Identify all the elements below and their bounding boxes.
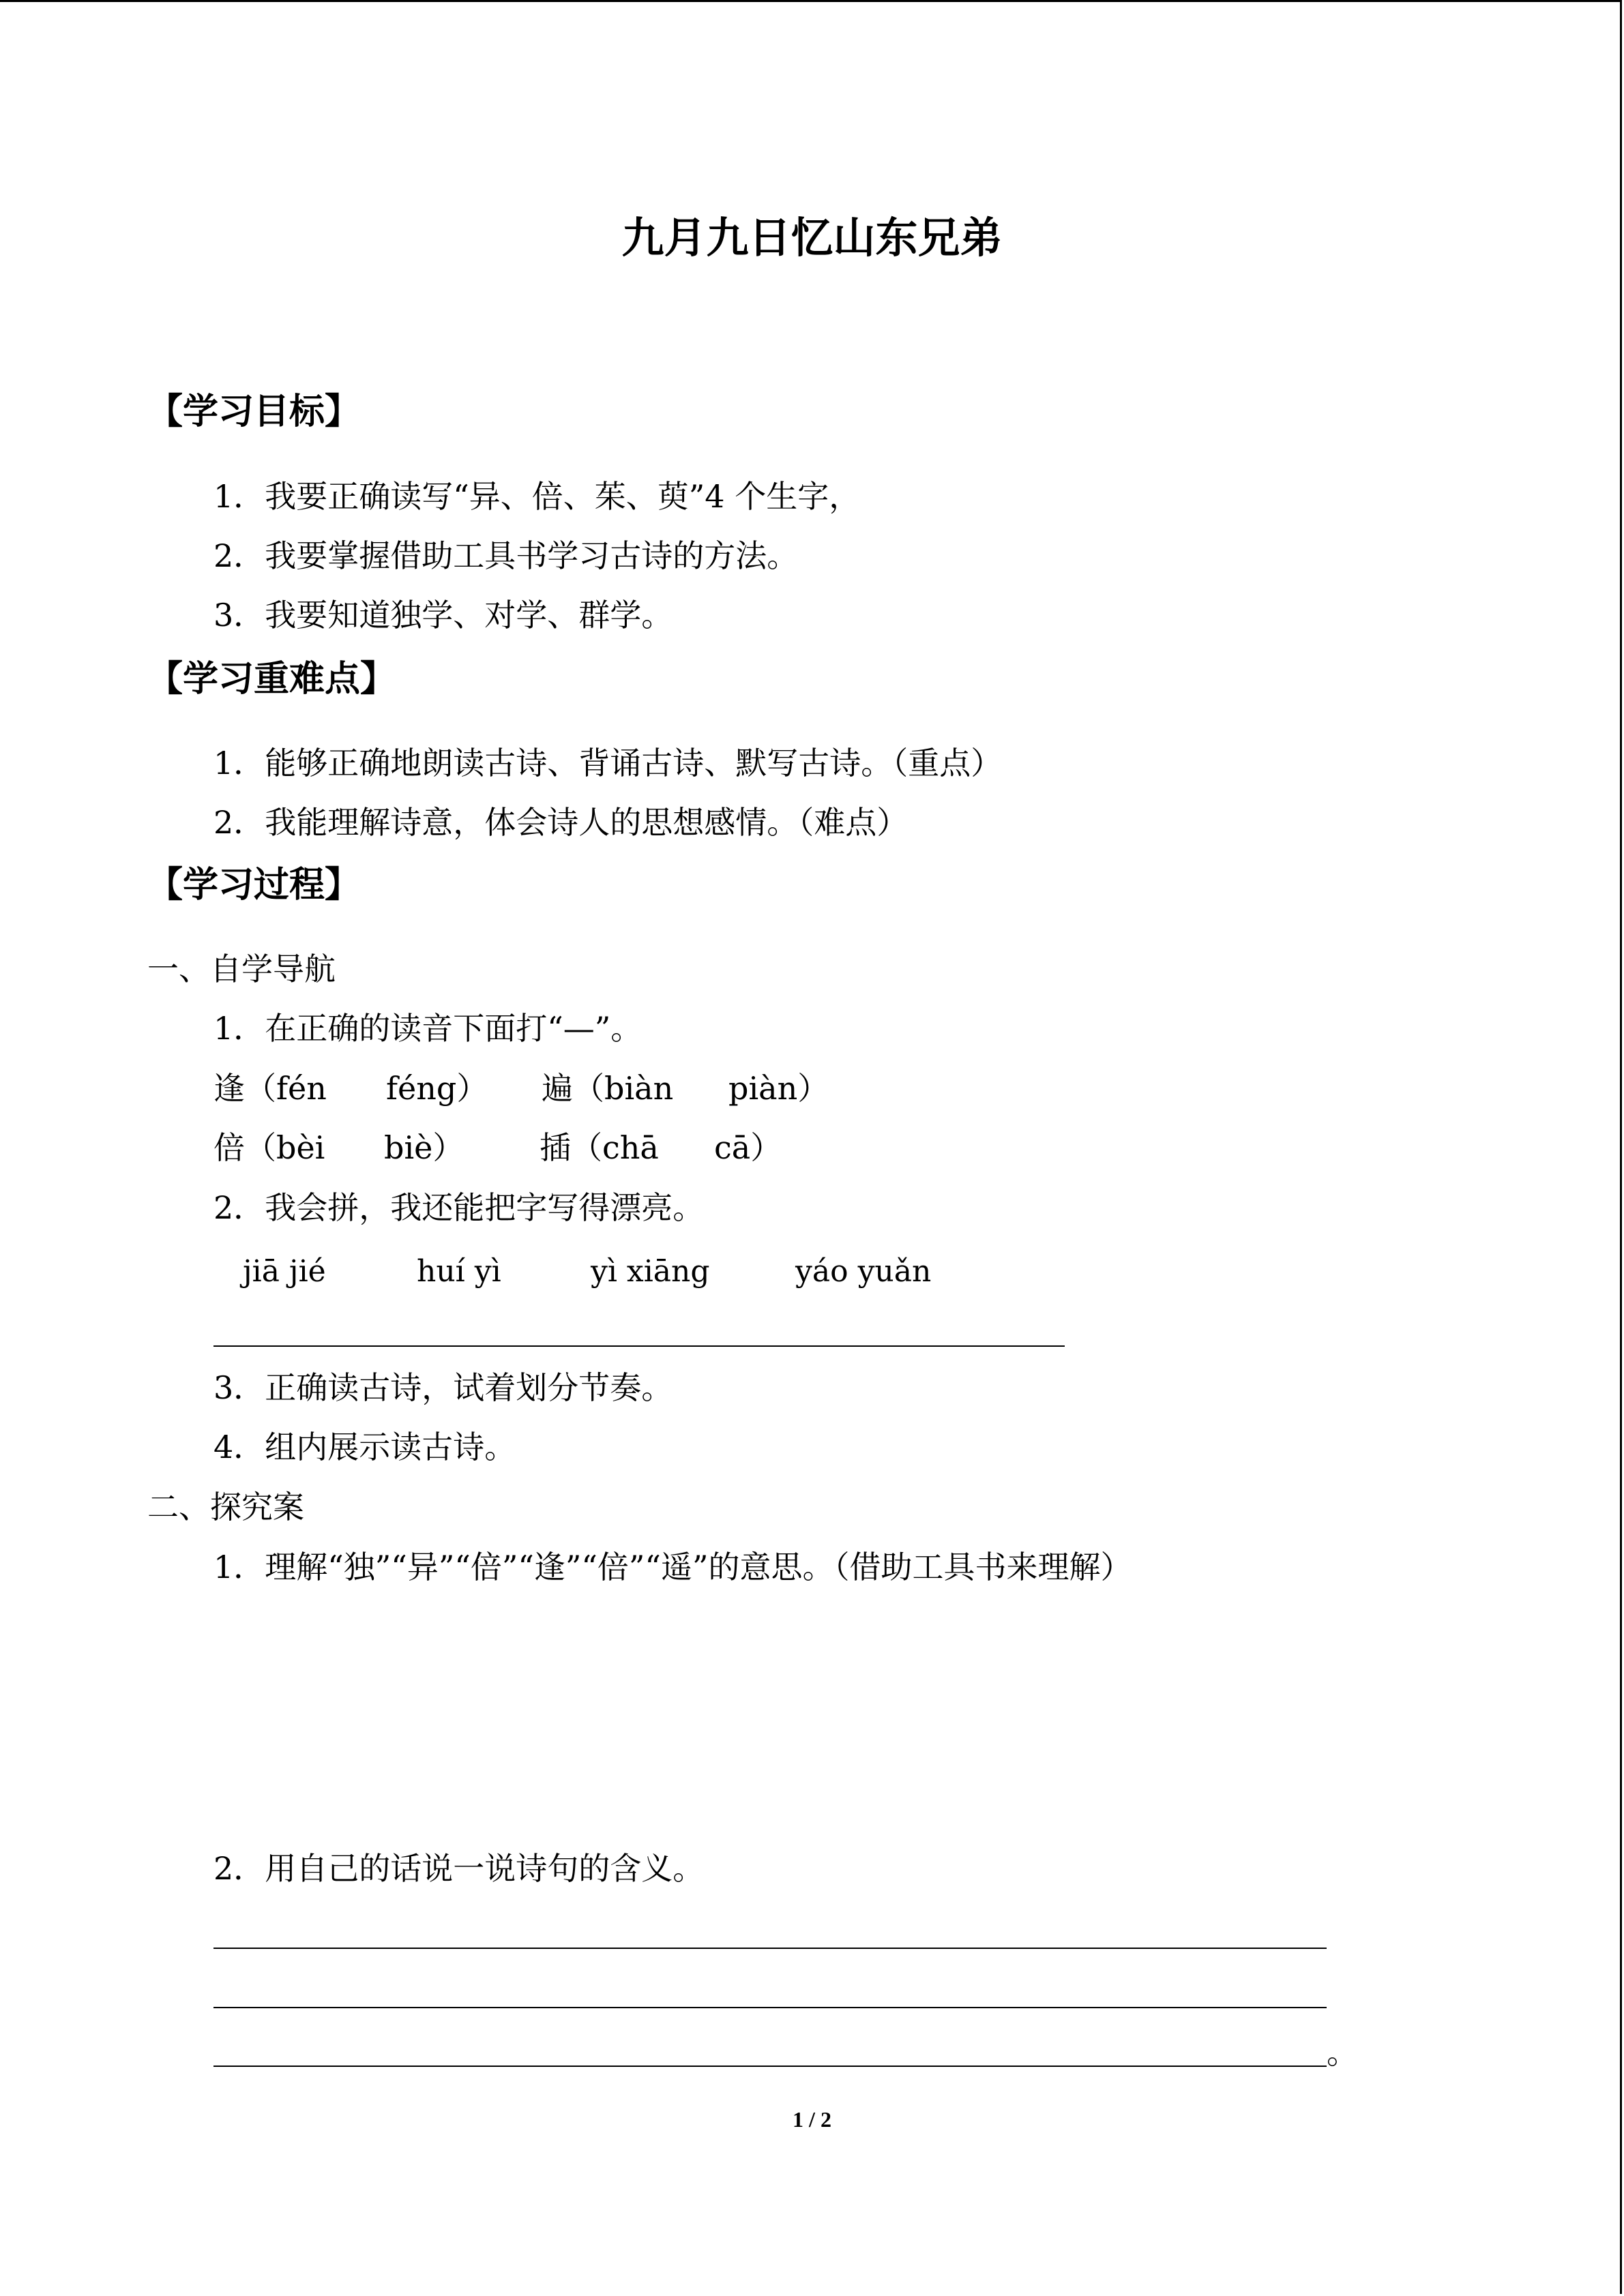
pinyin-choice-bei: 倍（bèi	[213, 1129, 325, 1166]
pinyin-word-1: jiā jié	[243, 1254, 326, 1289]
pinyin-choice-bei-alt: biè）	[384, 1129, 464, 1166]
objective-item-3: 3．我要知道独学、对学、群学。	[213, 597, 673, 633]
part2-heading: 二、探究案	[147, 1489, 304, 1525]
part1-question-3: 3．正确读古诗，试着划分节奏。	[213, 1369, 673, 1406]
part1-heading: 一、自学导航	[147, 951, 336, 987]
part1-question-4: 4．组内展示读古诗。	[213, 1429, 516, 1465]
answer-line-3[interactable]	[213, 2066, 1327, 2067]
pinyin-choice-feng-alt: féng）	[386, 1070, 488, 1107]
pinyin-choice-cha-alt: cā）	[714, 1129, 782, 1166]
part2-question-1: 1．理解“独”“异”“倍”“逢”“倍”“遥”的意思。（借助工具书来理解）	[213, 1549, 1132, 1585]
key-point-item-2: 2．我能理解诗意，体会诗人的思想感情。（难点）	[213, 804, 909, 841]
pinyin-word-2: huí yì	[417, 1254, 501, 1289]
answer-line-2[interactable]	[213, 2007, 1327, 2008]
part1-question-1: 1．在正确的读音下面打“—”。	[213, 1010, 643, 1047]
answer-end-mark: 。	[1327, 2034, 1358, 2071]
pinyin-word-4: yáo yuǎn	[795, 1254, 932, 1289]
pinyin-choice-cha: 插（chā	[540, 1129, 659, 1166]
answer-line-writing[interactable]	[213, 1345, 1065, 1347]
pinyin-choice-bian: 遍（biàn	[542, 1070, 674, 1107]
pinyin-choice-bian-alt: piàn）	[728, 1070, 829, 1107]
answer-line-1[interactable]	[213, 1948, 1327, 1949]
page-number: 1 / 2	[793, 2107, 831, 2132]
objective-item-1: 1．我要正确读写“异、倍、茱、萸”4 个生字，	[213, 478, 861, 515]
objective-item-2: 2．我要掌握借助工具书学习古诗的方法。	[213, 537, 799, 574]
pinyin-word-3: yì xiāng	[591, 1254, 710, 1289]
key-points-heading: 【学习重难点】	[147, 658, 396, 700]
process-heading: 【学习过程】	[147, 864, 361, 906]
pinyin-choice-feng: 逢（fén	[213, 1070, 327, 1107]
objectives-heading: 【学习目标】	[147, 391, 361, 432]
key-point-item-1: 1．能够正确地朗读古诗、背诵古诗、默写古诗。（重点）	[213, 745, 1003, 781]
part2-question-2: 2．用自己的话说一说诗句的含义。	[213, 1850, 705, 1887]
part1-question-2: 2．我会拼，我还能把字写得漂亮。	[213, 1189, 705, 1226]
page-title: 九月九日忆山东兄弟	[621, 213, 1003, 263]
